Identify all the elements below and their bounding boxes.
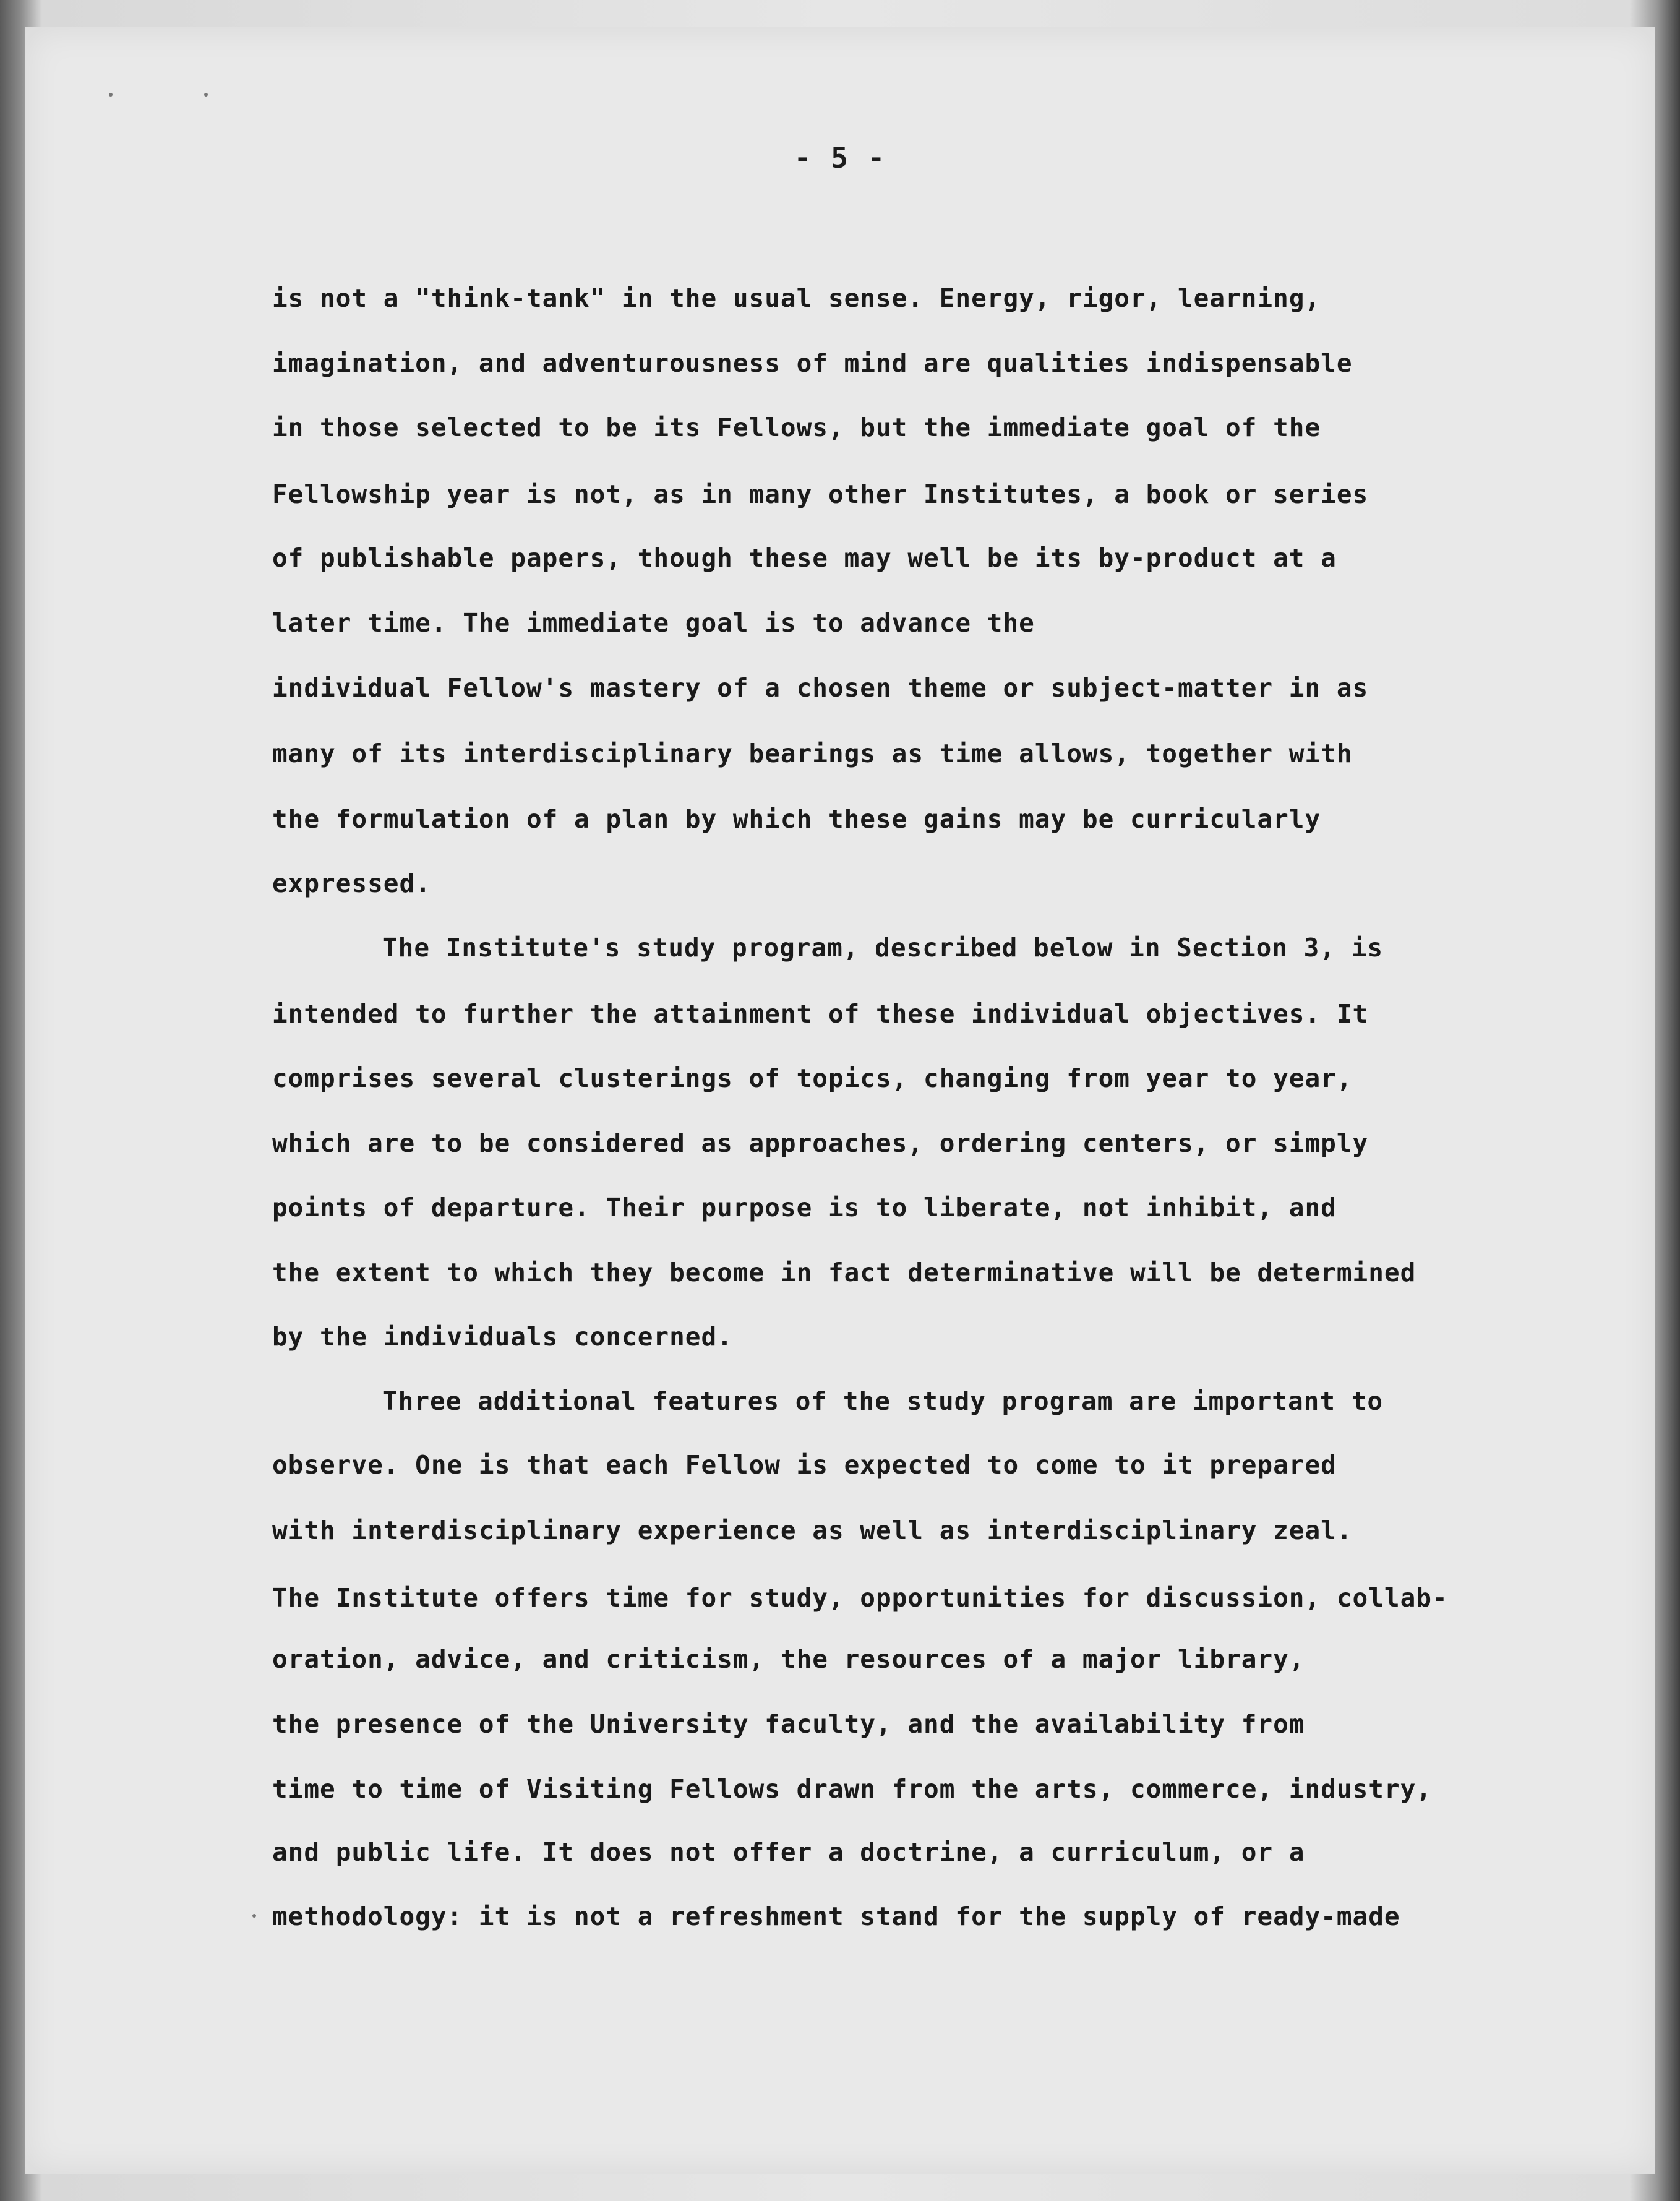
text-line: in those selected to be its Fellows, but the immediate goal of the bbox=[272, 413, 1321, 442]
text-line: with interdisciplinary experience as well as interdisciplinary zeal. bbox=[272, 1516, 1353, 1545]
paragraph-first-line: The Institute's study program, described below in Section 3, is bbox=[382, 933, 1384, 963]
paragraph-first-line: Three additional features of the study program are important to bbox=[382, 1386, 1384, 1416]
text-line: points of departure. Their purpose is to liberate, not inhibit, and bbox=[272, 1193, 1337, 1222]
scan-speck bbox=[204, 93, 208, 97]
scan-speck bbox=[252, 1914, 256, 1918]
text-line: and public life. It does not offer a doctrine, a curriculum, or a bbox=[272, 1837, 1305, 1867]
scan-speck bbox=[109, 93, 113, 97]
text-line: imagination, and adventurousness of mind are qualities indispensable bbox=[272, 348, 1353, 378]
text-line: many of its interdisciplinary bearings as time allows, together with bbox=[272, 739, 1353, 768]
text-line: is not a "think-tank" in the usual sense. Energy, rigor, learning, bbox=[272, 283, 1321, 313]
text-line: the presence of the University faculty, and the availability from bbox=[272, 1709, 1305, 1739]
page-number: - 5 - bbox=[794, 141, 886, 174]
text-line: The Institute offers time for study, opportunities for discussion, collab- bbox=[272, 1583, 1448, 1613]
text-line: time to time of Visiting Fellows drawn from the arts, commerce, industry, bbox=[272, 1774, 1432, 1804]
text-line: which are to be considered as approaches, ordering centers, or simply bbox=[272, 1128, 1369, 1158]
text-line: oration, advice, and criticism, the resources of a major library, bbox=[272, 1644, 1305, 1674]
text-line: methodology: it is not a refreshment stand for the supply of ready-made bbox=[272, 1902, 1400, 1931]
text-line: of publishable papers, though these may well be its by-product at a bbox=[272, 543, 1337, 573]
text-line: the extent to which they become in fact determinative will be determined bbox=[272, 1258, 1416, 1287]
text-line: later time. The immediate goal is to advance the bbox=[272, 608, 1035, 638]
text-line: Fellowship year is not, as in many other Institutes, a book or series bbox=[272, 479, 1369, 509]
text-line: the formulation of a plan by which these gains may be curricularly bbox=[272, 804, 1321, 834]
text-line: comprises several clusterings of topics, changing from year to year, bbox=[272, 1063, 1353, 1093]
text-line: individual Fellow's mastery of a chosen theme or subject-matter in as bbox=[272, 673, 1369, 703]
text-line: intended to further the attainment of these individual objectives. It bbox=[272, 999, 1369, 1029]
text-line: expressed. bbox=[272, 869, 431, 898]
text-line: observe. One is that each Fellow is expected to come to it prepared bbox=[272, 1450, 1337, 1480]
text-line: by the individuals concerned. bbox=[272, 1322, 733, 1352]
